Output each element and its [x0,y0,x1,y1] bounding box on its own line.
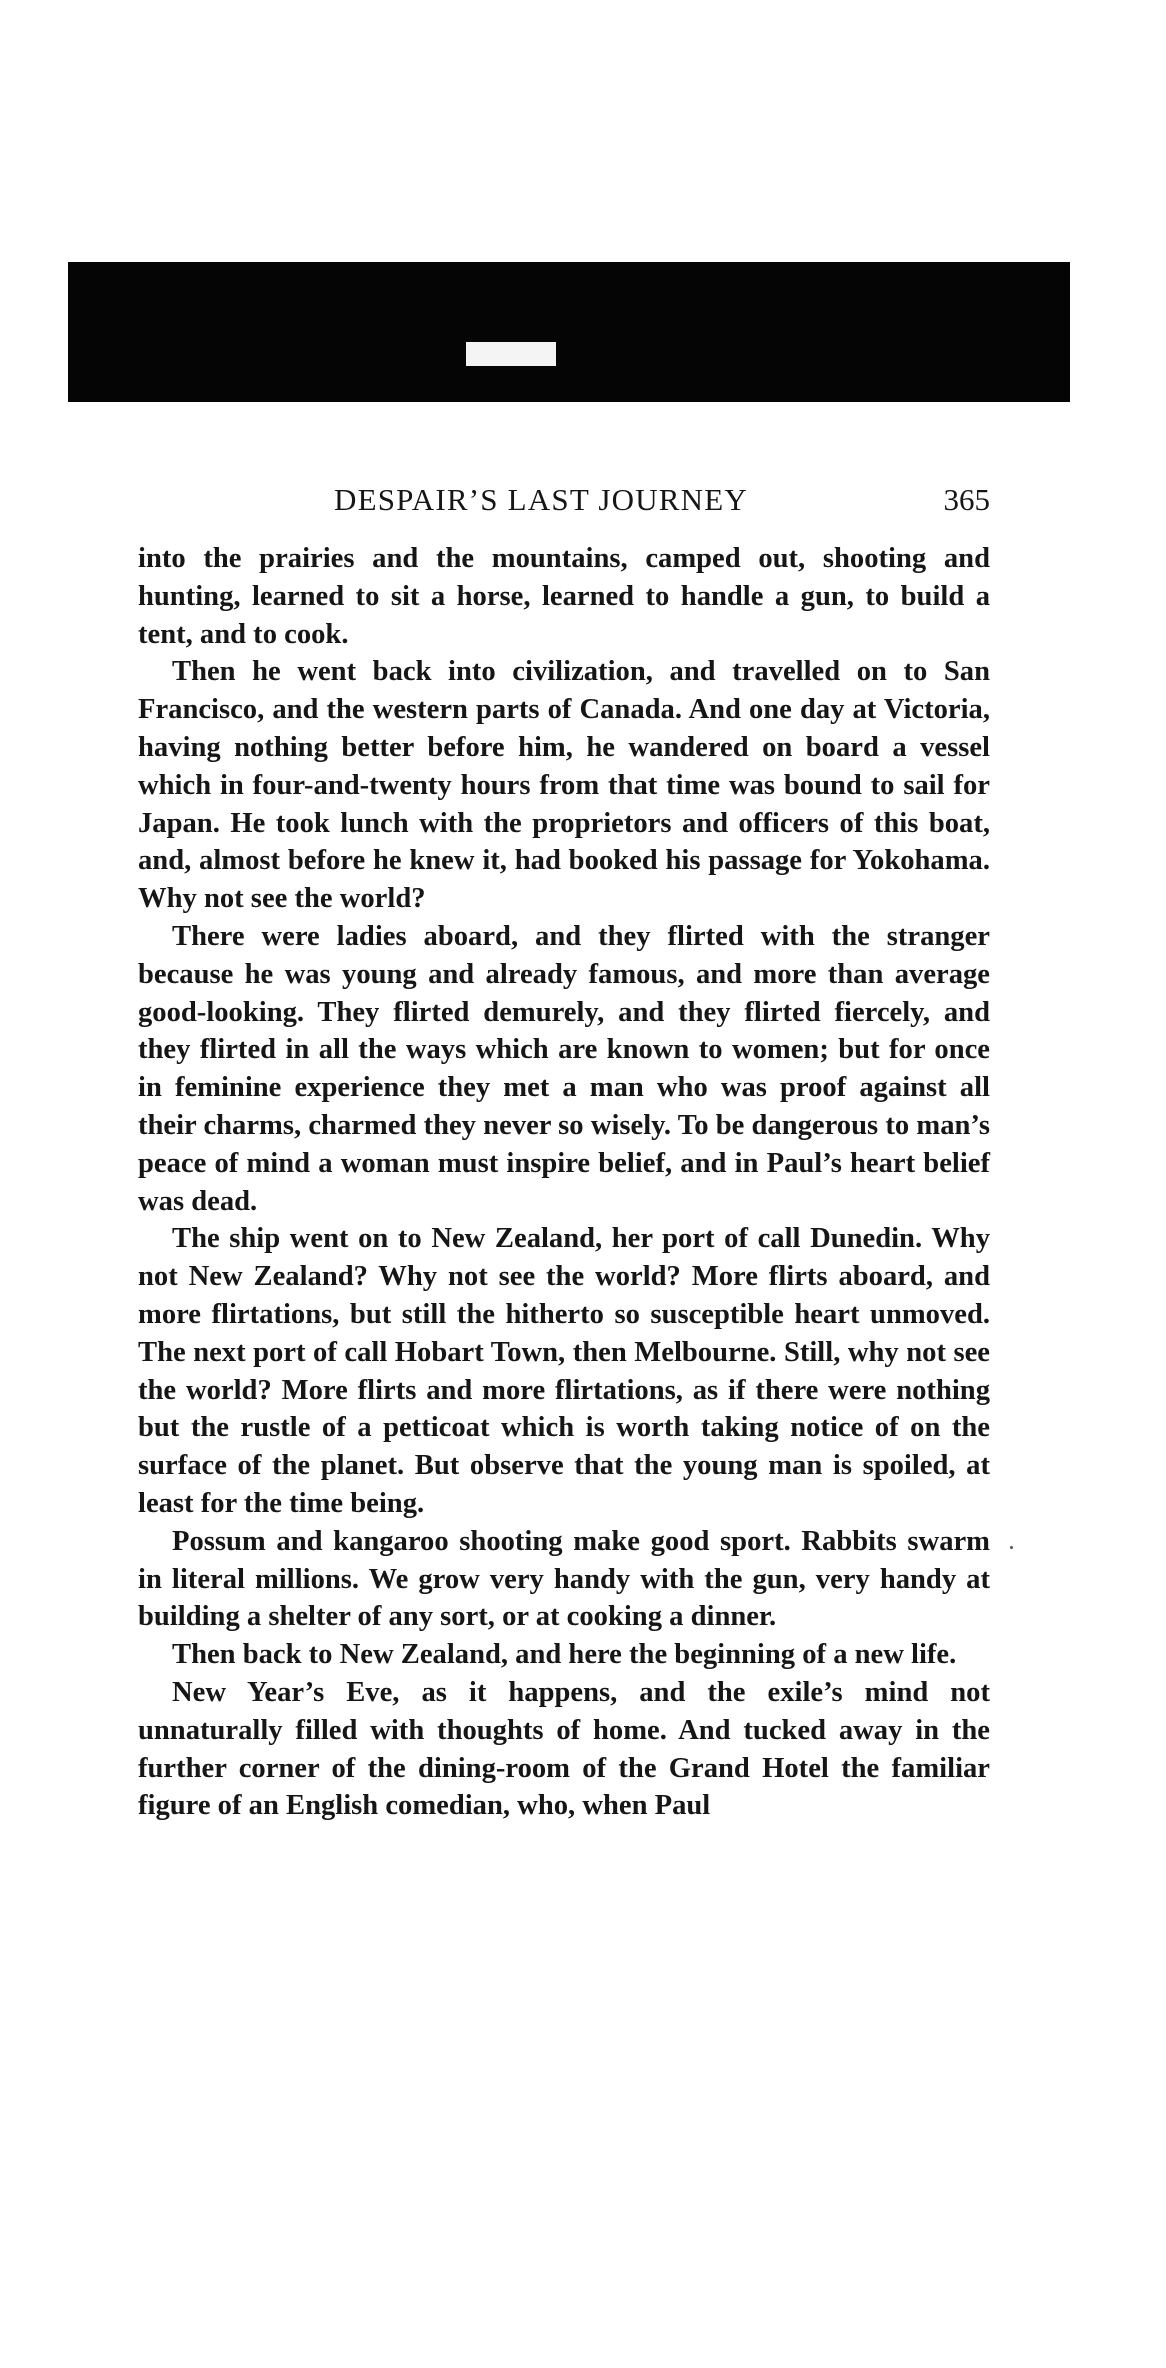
scan-redaction-bar-right [458,262,1070,402]
paragraph: New Year’s Eve, as it happens, and the exile’s mind not unnaturally filled with thoughts of home. And tucked away in the further corner of the dining-room of the Grand Hotel the familiar figure of an English comedian, who, when Paul [138,1676,990,1822]
scan-redaction-bar-middle [358,262,458,338]
scan-redaction-bar-left [68,262,358,402]
paragraph: Then he went back into civilization, and travelled on to San Francisco, and the western parts of Canada. And one day at Victoria, having nothing better before him, he wandered on board a vessel which in four-and-twenty hours from that time was bound to sail for Japan. He took lunch with the proprietors and officers of this boat, and, almost before he knew it, had booked his passage for Yokohama. Why not see the world? [138,656,990,915]
running-head-title: DESPAIR’S LAST JOURNEY [334,482,748,517]
paragraph-continued: into the prairies and the mountains, camped out, shooting and hunting, learned to sit a horse, learned to handle a gun, to build a tent, and to cook. [138,543,990,650]
page-number: 365 [943,482,990,517]
paragraph: Possum and kangaroo shooting make good sport. Rabbits swarm in literal millions. We grow very handy with the gun, very handy at building a shelter of any sort, or at cooking a dinner. [138,1525,990,1633]
scan-redaction-bar-notch [358,338,458,402]
scan-speck [1010,1546,1013,1549]
paragraph: Then back to New Zealand, and here the beginning of a new life. [172,1639,957,1671]
running-header [138,476,990,526]
body-text [138,540,990,1825]
paragraph: The ship went on to New Zealand, her port of call Dunedin. Why not New Zealand? Why not see the world? More flirts aboard, and more flirtations, but still the hitherto so susceptible heart unmoved. The next port of call Hobart Town, then Melbourne. Still, why not see the world? More flirts and more flirtations, as if there were nothing but the rustle of a petticoat which is worth taking notice of on the surface of the planet. But observe that the young man is spoiled, at least for the time being. [138,1223,990,1519]
scan-paper-slip [466,342,556,366]
paragraph: There were ladies aboard, and they flirted with the stranger because he was young and already famous, and more than average good-looking. They flirted demurely, and they flirted fiercely, and they flirted in all the ways which are known to women; but for once in feminine experience they met a man who was proof against all their charms, charmed they never so wisely. To be dangerous to man’s peace of mind a woman must inspire belief, and in Paul’s heart belief was dead. [138,920,990,1217]
